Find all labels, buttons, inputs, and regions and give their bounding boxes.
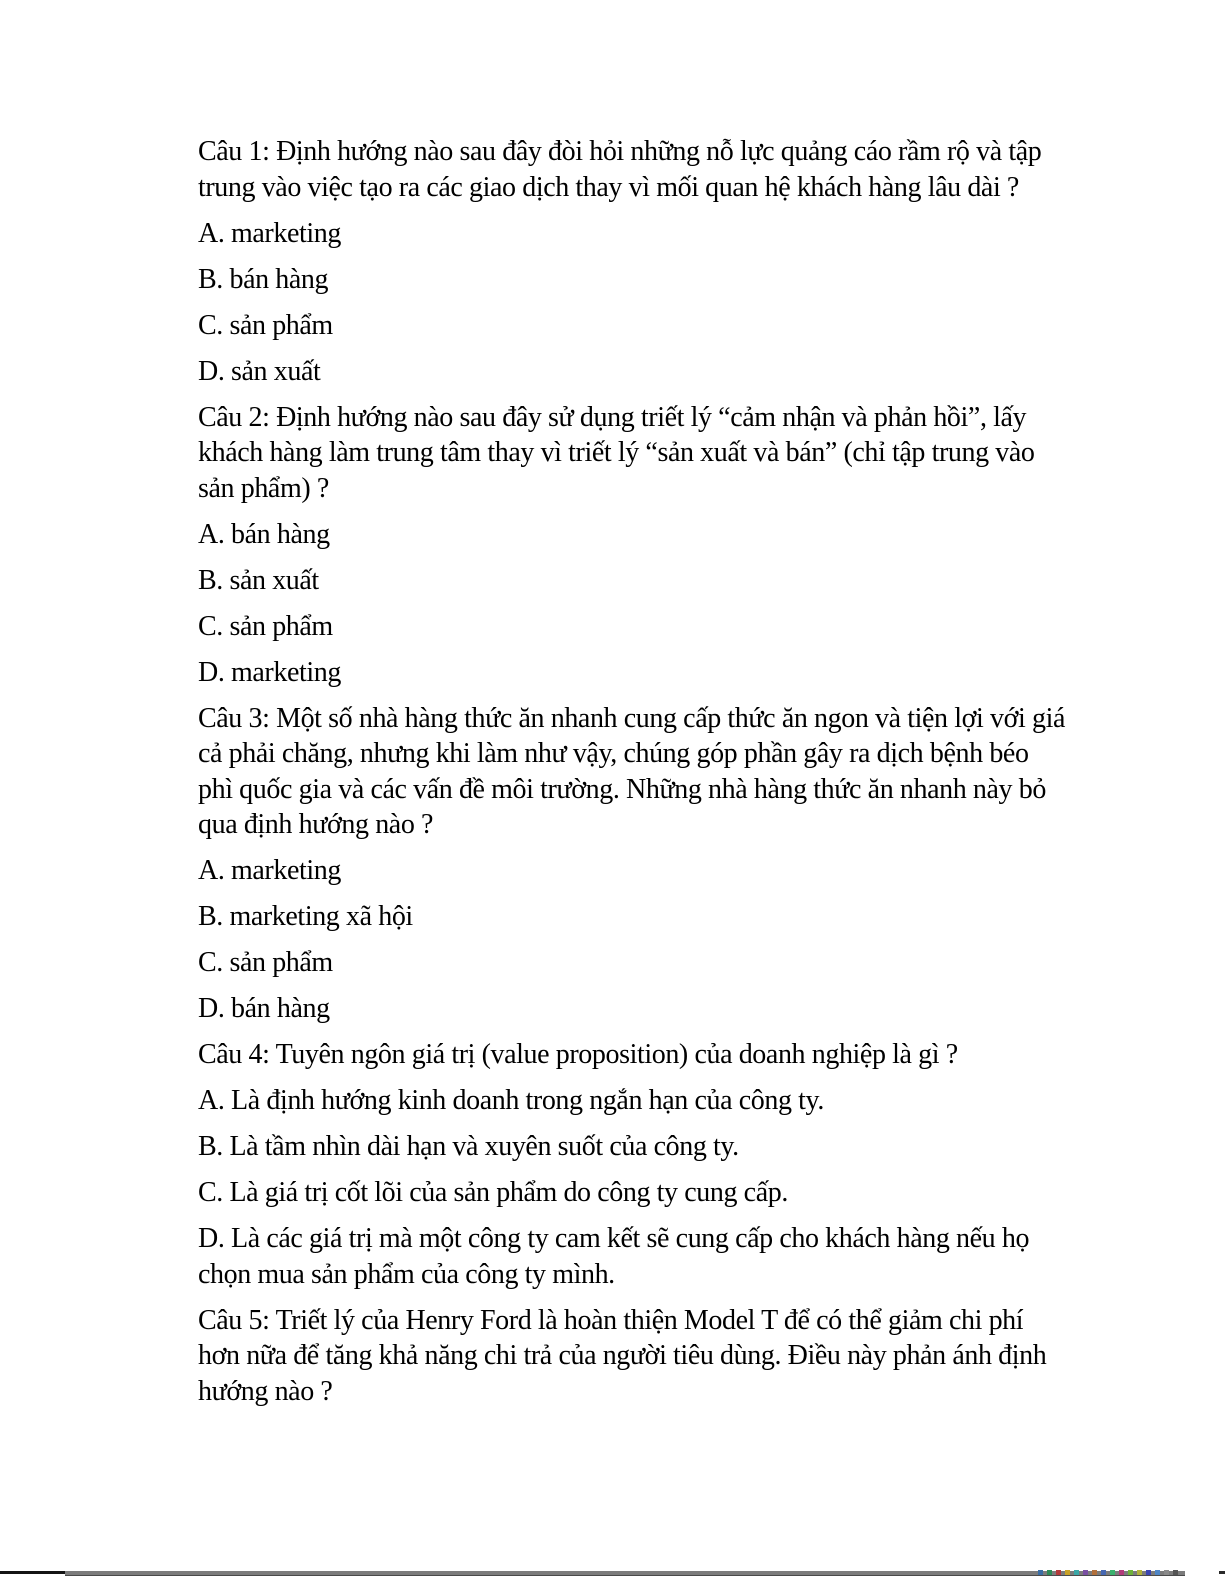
text-line: phì quốc gia và các vấn đề môi trường. Những nhà hàng thức ăn nhanh này bỏ: [198, 773, 1046, 805]
question-1-option-c: [198, 308, 1060, 344]
text-line: D. bán hàng: [198, 993, 330, 1024]
taskbar-icon-speck[interactable]: [1155, 1570, 1160, 1575]
question-3: [198, 701, 1066, 843]
question-2-option-b: [198, 563, 1060, 599]
taskbar-strip[interactable]: [65, 1571, 1185, 1576]
window-edge: [0, 1571, 65, 1574]
question-3-option-b: [198, 899, 1060, 935]
question-4-option-a: [198, 1083, 1060, 1119]
text-line: A. marketing: [198, 855, 341, 886]
text-line: C. sản phẩm: [198, 947, 333, 978]
text-line: hơn nữa để tăng khả năng chi trả của người tiêu dùng. Điều này phản ánh định: [198, 1340, 1047, 1371]
question-2-option-a: [198, 517, 1060, 553]
text-line: Câu 2: Định hướng nào sau đây sử dụng triết lý “cảm nhận và phản hồi”, lấy: [198, 401, 1027, 433]
text-line: B. Là tầm nhìn dài hạn và xuyên suốt của công ty.: [198, 1131, 739, 1162]
taskbar-icon-speck[interactable]: [1146, 1570, 1151, 1575]
text-line: trung vào việc tạo ra các giao dịch thay vì mối quan hệ khách hàng lâu dài ?: [198, 171, 1019, 203]
text-line: Câu 4: Tuyên ngôn giá trị (value proposition) của doanh nghiệp là gì ?: [198, 1039, 958, 1070]
taskbar-icon-speck[interactable]: [1047, 1570, 1052, 1575]
text-line: B. bán hàng: [198, 263, 329, 295]
taskbar-icon-speck[interactable]: [1074, 1570, 1079, 1575]
text-line: D. sản xuất: [198, 355, 321, 387]
text-line: B. sản xuất: [198, 564, 319, 596]
question-4-option-c: [198, 1175, 1060, 1211]
taskbar-icon-speck[interactable]: [1083, 1570, 1088, 1575]
text-line: A. Là định hướng kinh doanh trong ngắn hạn của công ty.: [198, 1085, 824, 1116]
text-line: B. marketing xã hội: [198, 901, 413, 932]
question-2-option-c: [198, 609, 1060, 645]
taskbar-icon-speck[interactable]: [1038, 1570, 1043, 1575]
taskbar-icon-speck[interactable]: [1137, 1570, 1142, 1575]
taskbar-icons[interactable]: [1038, 1570, 1178, 1575]
text-line: C. sản phẩm: [198, 610, 333, 642]
question-1-option-b: [198, 262, 1060, 298]
text-line: hướng nào ?: [198, 1375, 333, 1407]
question-2: [198, 400, 1060, 507]
question-3-option-d: [198, 991, 1060, 1027]
text-line: D. Là các giá trị mà một công ty cam kết sẽ cung cấp cho khách hàng nếu họ: [198, 1223, 1030, 1254]
question-4: [198, 1037, 1060, 1073]
taskbar-icon-speck[interactable]: [1128, 1570, 1133, 1575]
text-line: A. bán hàng: [198, 518, 330, 550]
question-2-option-d: [198, 655, 1060, 691]
question-1: [198, 134, 1060, 205]
question-1-option-a: [198, 216, 1060, 252]
text-line: Câu 5: Triết lý của Henry Ford là hoàn thiện Model T để có thể giảm chi phí: [198, 1304, 1024, 1336]
text-line: Câu 3: Một số nhà hàng thức ăn nhanh cung cấp thức ăn ngon và tiện lợi với giá: [198, 702, 1066, 734]
taskbar-icon-speck[interactable]: [1119, 1570, 1124, 1575]
taskbar-icon-speck[interactable]: [1065, 1570, 1070, 1575]
taskbar-icon-speck[interactable]: [1092, 1570, 1097, 1575]
screen-corner-tick: [1219, 1571, 1225, 1574]
question-1-option-d: [198, 354, 1060, 390]
question-4-option-d: [198, 1221, 1060, 1292]
text-line: A. marketing: [198, 217, 341, 249]
taskbar-icon-speck[interactable]: [1101, 1570, 1106, 1575]
text-line: qua định hướng nào ?: [198, 809, 434, 840]
taskbar-icon-speck[interactable]: [1110, 1570, 1115, 1575]
question-5: [198, 1303, 1060, 1410]
text-line: C. Là giá trị cốt lõi của sản phẩm do công ty cung cấp.: [198, 1177, 788, 1208]
taskbar-icon-speck[interactable]: [1056, 1570, 1061, 1575]
taskbar-icon-speck[interactable]: [1164, 1570, 1169, 1575]
taskbar-icon-speck[interactable]: [1173, 1570, 1178, 1575]
quiz-document: [198, 134, 1066, 1420]
question-3-option-a: [198, 853, 1060, 889]
text-line: sản phẩm) ?: [198, 472, 329, 504]
question-3-option-c: [198, 945, 1060, 981]
question-4-option-b: [198, 1129, 1060, 1165]
text-line: cả phải chăng, nhưng khi làm như vậy, chúng góp phần gây ra dịch bệnh béo: [198, 738, 1029, 769]
text-line: khách hàng làm trung tâm thay vì triết lý “sản xuất và bán” (chỉ tập trung vào: [198, 437, 1035, 468]
text-line: D. marketing: [198, 656, 341, 688]
text-line: Câu 1: Định hướng nào sau đây đòi hỏi những nỗ lực quảng cáo rầm rộ và tập: [198, 136, 1042, 167]
text-line: C. sản phẩm: [198, 309, 333, 341]
text-line: chọn mua sản phẩm của công ty mình.: [198, 1258, 615, 1290]
